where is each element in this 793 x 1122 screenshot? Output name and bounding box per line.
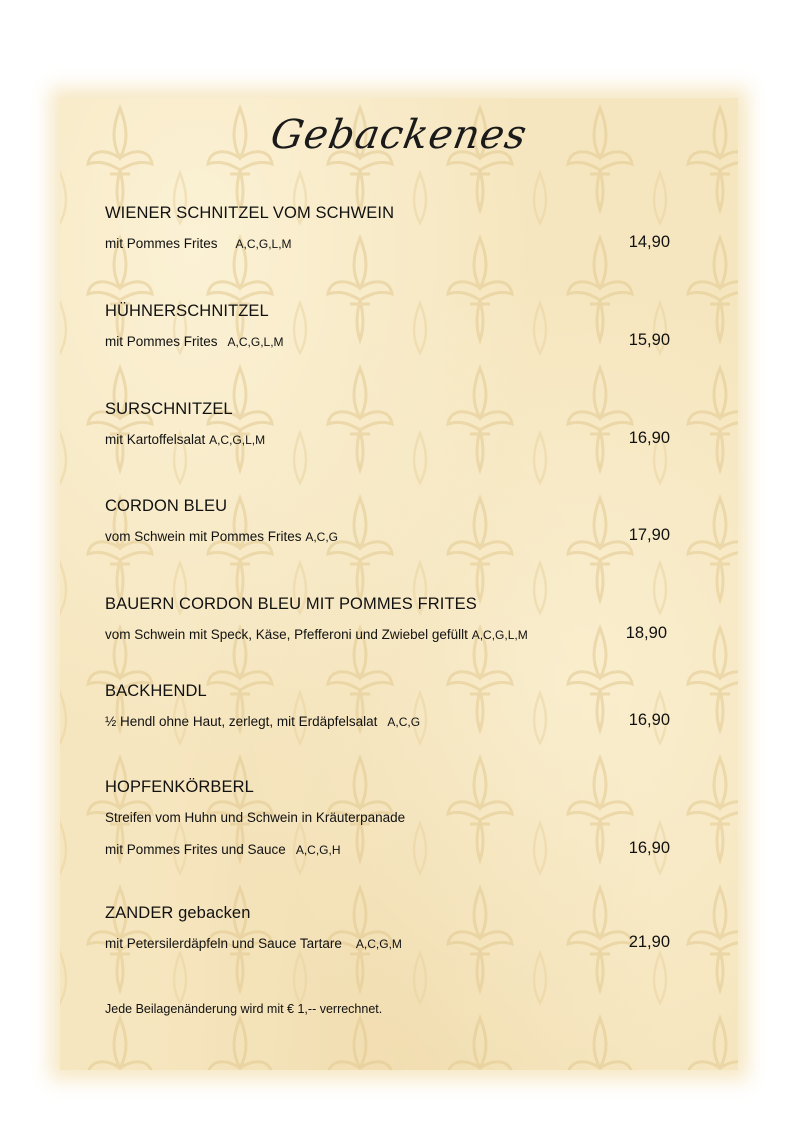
menu-item [105,301,670,351]
menu-item [105,903,670,953]
footnote: Jede Beilagenänderung wird mit € 1,-- verrechnet. [105,1002,383,1016]
parchment-background [60,98,738,1070]
menu-item [105,496,670,546]
menu-item-description [105,809,670,827]
menu-item-name: HÜHNERSCHNITZEL [105,302,269,320]
menu-item-description [105,528,670,546]
menu-item-allergens: A,C,G,L,M [471,628,528,642]
menu-item-name: HOPFENKÖRBERL [105,778,254,796]
menu-item-price: 14,90 [628,233,670,251]
menu-item-allergens: A,C,G,L,M [209,433,266,447]
menu-item [105,777,670,859]
menu-item-description [105,713,670,731]
menu-item-allergens: A,C,G,L,M [235,237,292,251]
menu-item-allergens: A,C,G [387,715,421,729]
menu-item-allergens: A,C,G,H [295,843,341,857]
menu-item [105,681,670,731]
menu-item-price: 16,90 [628,711,670,729]
menu-item-price: 18,90 [625,624,667,642]
menu-item-text: mit Pommes Frites [105,334,218,349]
menu-item-text: mit Kartoffelsalat [105,432,206,447]
menu-item-text: Streifen vom Huhn und Schwein in Kräuterpanade [105,810,406,825]
menu-item-description [105,626,670,644]
menu-item-allergens: A,C,G,M [355,937,402,951]
menu-item-text: mit Pommes Frites [105,236,218,251]
menu-item [105,594,670,644]
menu-item [105,399,670,449]
menu-item-allergens: A,C,G [305,530,338,544]
menu-item-text: vom Schwein mit Pommes Frites [105,529,302,544]
menu-item-name: SURSCHNITZEL [105,400,233,418]
menu-item-description [105,935,670,953]
menu-item-text: ½ Hendl ohne Haut, zerlegt, mit Erdäpfelsalat [105,714,378,729]
menu-item-price: 21,90 [628,933,670,951]
menu-item-text: vom Schwein mit Speck, Käse, Pfefferoni und Zwiebel gefüllt [105,627,468,642]
menu-item-name: WIENER SCHNITZEL VOM SCHWEIN [105,204,395,222]
menu-item-text: mit Pommes Frites und Sauce [105,842,286,857]
menu-item-name: CORDON BLEU [105,497,228,515]
menu-item-price: 16,90 [628,429,670,447]
menu-item-price: 15,90 [628,331,670,349]
menu-item-price: 17,90 [628,526,670,544]
menu-item-name: ZANDER gebacken [105,904,251,922]
menu-item-name: BACKHENDL [105,682,207,700]
page-title: Gebackenes [267,112,531,158]
menu-item [105,203,670,253]
menu-item-text: mit Petersilerdäpfeln und Sauce Tartare [105,936,342,951]
menu-item-description [105,431,670,449]
menu-item-allergens: A,C,G,L,M [227,335,284,349]
menu-item-description [105,333,670,351]
menu-item-description [105,841,670,859]
menu-item-name: BAUERN CORDON BLEU MIT POMMES FRITES [105,595,477,613]
menu-item-price: 16,90 [628,839,670,857]
menu-item-description [105,235,670,253]
